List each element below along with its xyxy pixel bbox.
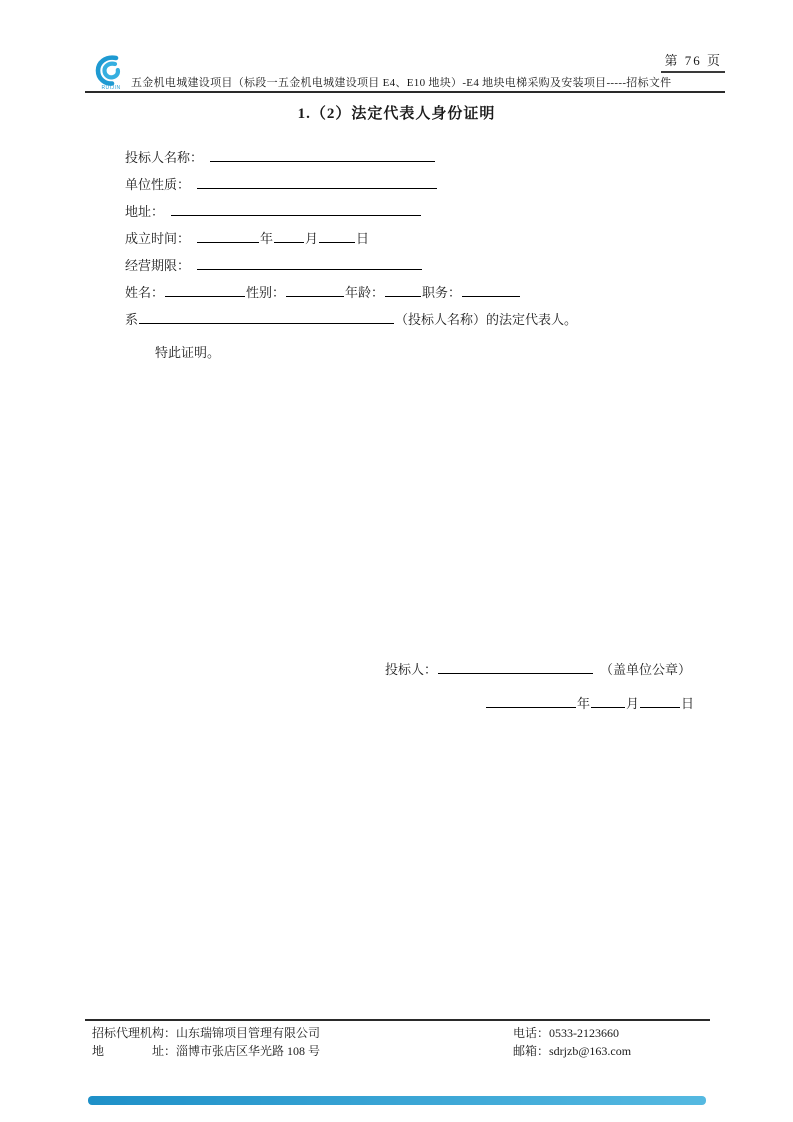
year-label: 年	[260, 231, 274, 246]
signature-bidder-blank	[438, 660, 593, 674]
certify-row	[155, 339, 685, 366]
age-label: 年龄：	[345, 285, 385, 300]
footer-agency: 招标代理机构：山东瑞锦项目管理有限公司	[92, 1026, 321, 1040]
founded-month-blank	[274, 229, 304, 243]
signature-block	[385, 658, 725, 716]
signature-year-blank	[486, 694, 576, 708]
signature-bidder-row	[385, 658, 725, 682]
signature-bidder-label: 投标人：	[385, 662, 438, 677]
signature-year-label: 年	[577, 696, 591, 711]
relation-row	[125, 306, 685, 333]
founded-label: 成立时间：	[125, 231, 191, 246]
footer-phone: 电话：0533-2123660	[513, 1026, 619, 1040]
month-label: 月	[305, 231, 319, 246]
founded-year-blank	[197, 229, 259, 243]
footer-address: 地 址：淄博市张店区华光路 108 号	[92, 1044, 321, 1058]
swirl-logo-icon	[95, 54, 127, 86]
gender-blank	[286, 283, 344, 297]
relation-prefix: 系	[125, 312, 139, 327]
founded-day-blank	[319, 229, 355, 243]
address-row	[125, 198, 685, 225]
footer-line-1	[92, 1024, 732, 1041]
certificate-form	[125, 144, 685, 366]
relation-suffix: （投标人名称）的法定代表人。	[395, 312, 578, 327]
signature-day-blank	[640, 694, 680, 708]
bidder-name-blank	[210, 148, 435, 162]
page-number: 第 76 页	[661, 50, 725, 73]
founded-date-row	[125, 225, 685, 252]
footer-rule	[85, 1019, 710, 1021]
signature-month-blank	[591, 694, 625, 708]
signature-month-label: 月	[626, 696, 640, 711]
name-blank	[165, 283, 245, 297]
footer-accent-bar	[88, 1096, 706, 1105]
seal-note: （盖单位公章）	[600, 662, 692, 677]
name-label: 姓名：	[125, 285, 165, 300]
business-term-row	[125, 252, 685, 279]
header-doc-title: 五金机电城建设项目（标段一五金机电城建设项目 E4、E10 地块）-E4 地块电梯采购及安装项目-----招标文件	[131, 77, 672, 89]
footer-email: 邮箱：sdrjzb@163.com	[513, 1044, 632, 1058]
gender-label: 性别：	[246, 285, 286, 300]
age-blank	[385, 283, 421, 297]
position-blank	[462, 283, 520, 297]
relation-blank	[139, 310, 394, 324]
term-blank	[197, 256, 422, 270]
day-label: 日	[356, 231, 370, 246]
person-info-row	[125, 279, 685, 306]
company-logo	[95, 54, 127, 92]
address-blank	[171, 202, 421, 216]
section-title: 1.（2）法定代表人身份证明	[297, 106, 496, 122]
certify-text: 特此证明。	[155, 345, 221, 360]
unit-nature-row	[125, 171, 685, 198]
address-label: 地址：	[125, 204, 165, 219]
header-rule	[85, 91, 725, 93]
term-label: 经营期限：	[125, 258, 191, 273]
position-label: 职务：	[422, 285, 462, 300]
logo-caption: RUIJIN	[101, 85, 121, 91]
signature-day-label: 日	[681, 696, 695, 711]
footer-line-2	[92, 1042, 732, 1059]
signature-date-row	[485, 692, 725, 716]
unit-nature-label: 单位性质：	[125, 177, 191, 192]
bidder-name-row	[125, 144, 685, 171]
unit-nature-blank	[197, 175, 437, 189]
bidder-name-label: 投标人名称：	[125, 150, 204, 165]
